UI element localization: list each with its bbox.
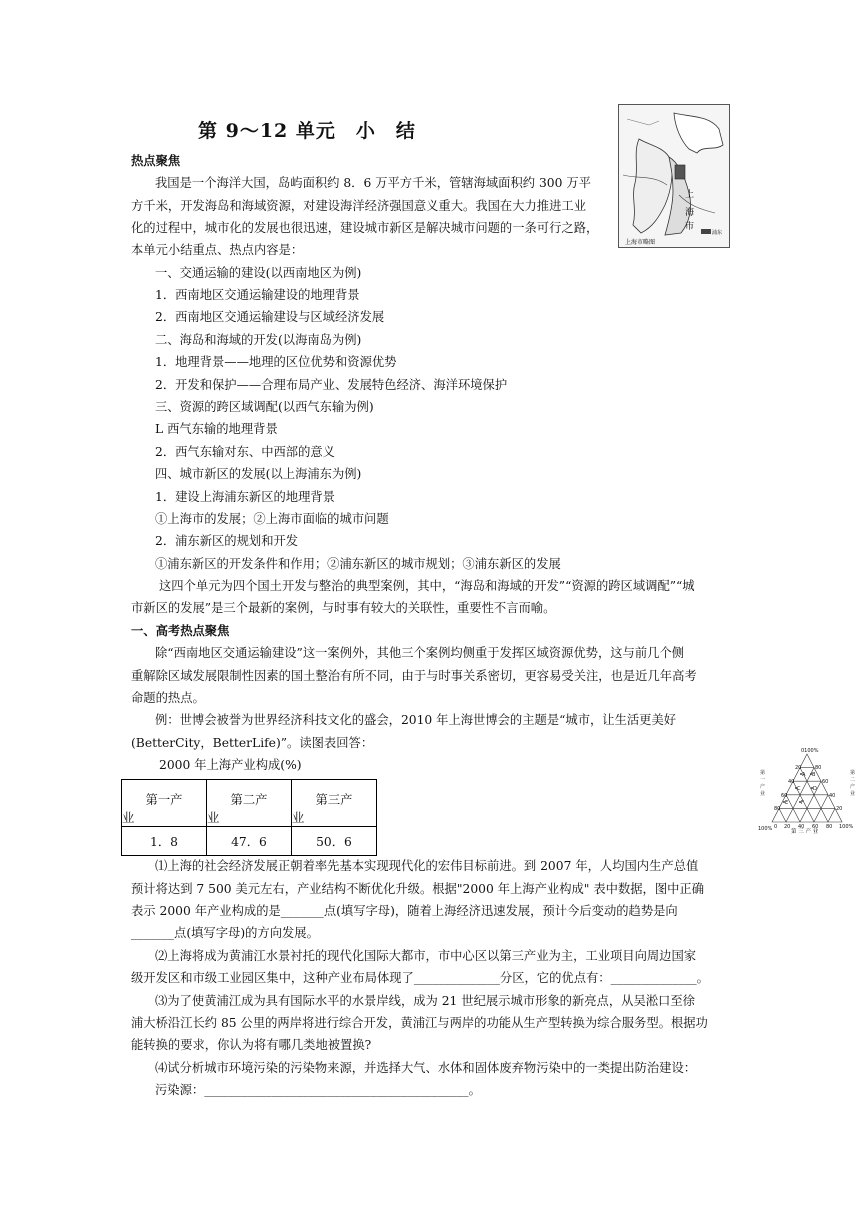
shanghai-map-drawing — [619, 105, 729, 247]
tri-tick-bottom: 0 — [774, 824, 778, 830]
tri-right-axis-label: 业 — [850, 791, 856, 797]
header-text-top: 第一产 — [145, 793, 183, 807]
tri-tick-bottom: 80 — [826, 824, 833, 830]
table-header-cell — [207, 780, 292, 827]
header-text-bottom: 业 — [207, 811, 220, 825]
tri-tick-bottom: 100% — [839, 824, 854, 830]
paragraph-line: 化的过程中，城市化的发展也很迅速，建设城市新区是解决城市问题的一条可行之路， — [131, 221, 599, 235]
map-legend-label: 浦东 — [712, 230, 723, 236]
paragraph-line: 方千米，开发海岛和海域资源，对建设海洋经济强国意义重大。我国在大力推进工业 — [131, 199, 586, 213]
paragraph-line: 这四个单元为四个国土开发与整治的典型案例，其中，“海岛和海域的开发”“资源的跨区域调配”“城 — [159, 579, 695, 593]
ternary-diagram — [757, 742, 857, 834]
industry-structure-table — [121, 779, 377, 856]
map-label-1: 上 — [685, 190, 695, 200]
table-cell: 1．8 — [122, 827, 207, 856]
tri-corner-label: 100% — [758, 826, 773, 832]
question-line: _______点(填写字母)的方向发展。 — [131, 926, 319, 940]
table-header-row — [122, 780, 377, 827]
paragraph-line: 我国是一个海洋大国，岛屿面积约 8．6 万平方千米，管辖海域面积约 300 万平 — [155, 176, 591, 190]
ternary-diagram-drawing — [757, 742, 857, 834]
header-text-top: 第二产 — [230, 793, 268, 807]
question-line: 级开发区和市级工业园区集中，这种产业布局体现了______________分区，它的优点有：______________。 — [131, 971, 709, 985]
table-header-cell — [292, 780, 377, 827]
tri-tick-bottom: 40 — [798, 824, 805, 830]
table-row — [122, 827, 377, 856]
header-text-top: 第三产 — [315, 793, 353, 807]
tri-tick-right: 20 — [836, 806, 843, 812]
tri-point-label: B — [812, 772, 816, 778]
question-line: 浦大桥沿江长约 85 公里的两岸将进行综合开发，黄浦江与两岸的功能从生产型转换为综合服务型。根据功 — [131, 1016, 708, 1030]
outline-item: ①上海市的发展；②上海市面临的城市问题 — [155, 512, 389, 526]
outline-item: ①浦东新区的开发条件和作用；②浦东新区的城市规划；③浦东新区的发展 — [155, 557, 561, 571]
section-hotspot-heading: 热点聚焦 — [131, 153, 181, 168]
tri-right-axis-label: 产 — [850, 784, 856, 790]
tri-bottom-axis-label: 第 三 产 业 — [791, 829, 819, 834]
outline-item: 1．西南地区交通运输建设的地理背景 — [155, 288, 360, 302]
tri-tick-left: 40 — [788, 779, 795, 785]
outline-item: L 西气东输的地理背景 — [155, 422, 278, 436]
tri-tick-right: 60 — [822, 779, 829, 785]
outline-item: 1．地理背景——地理的区位优势和资源优势 — [155, 355, 397, 369]
question-line: 预计将达到 7 500 美元左右，产业结构不断优化升级。根据"2000 年上海产业构成" 表中数据，图中正确 — [131, 882, 705, 896]
tri-tick-bottom: 60 — [812, 824, 819, 830]
question-line: 能转换的要求，你认为将有哪几类地被置换? — [131, 1038, 372, 1052]
tri-right-axis-label: 二 — [850, 777, 856, 783]
tri-tick-right: 80 — [815, 765, 822, 771]
question-line: 表示 2000 年产业构成的是_______点(填写字母)，随着上海经济迅速发展，预计今后变动的趋势是向 — [131, 904, 678, 918]
tri-point-label: A — [802, 772, 806, 778]
shanghai-map-figure — [618, 104, 730, 248]
page-title: 第 9～12 单元 小 结 — [198, 120, 416, 142]
question-line: ⑶为了使黄浦江成为具有国际水平的水景岸线，成为 21 世纪展示城市形象的新亮点，从吴淞口至徐 — [155, 994, 695, 1008]
header-text-bottom: 业 — [292, 811, 305, 825]
paragraph-line: 本单元小结重点、热点内容是： — [131, 243, 304, 257]
paragraph-line: (BetterCity，BetterLife)”。读图表回答： — [131, 736, 374, 750]
outline-item: 2．西南地区交通运输建设与区域经济发展 — [155, 310, 385, 324]
answer-line: 污染源：___________________________________________。 — [155, 1083, 481, 1097]
tri-left-axis-label: 产 — [760, 784, 766, 790]
outline-item: 2．西气东输对东、中西部的意义 — [155, 445, 335, 459]
tri-tick-left: 60 — [781, 793, 788, 799]
table-cell: 50．6 — [292, 827, 377, 856]
tri-point-label: C — [797, 786, 801, 792]
question-line: ⑵上海将成为黄浦江水景衬托的现代化国际大都市，市中心区以第三产业为主，工业项目向周边国家 — [155, 949, 697, 963]
paragraph-line: 市新区的发展”是三个最新的案例，与时事有较大的关联性，重要性不言而喻。 — [131, 601, 556, 615]
tri-tick-right: 40 — [829, 793, 836, 799]
map-label-3: 市 — [685, 222, 695, 232]
question-line: ⑴上海的社会经济发展正朝着率先基本实现现代化的宏伟目标前进。到 2007 年，人均国内生产总值 — [155, 859, 699, 873]
outline-item: 三、资源的跨区域调配(以西气东输为例) — [155, 400, 374, 414]
tri-point-label: E — [785, 800, 789, 806]
map-caption: 上海市略图 — [625, 239, 656, 246]
question-line: ⑷试分析城市环境污染的污染物来源，并选择大气、水体和固体废弃物污染中的一类提出防治建设： — [155, 1061, 697, 1075]
tri-top-label: 0100% — [801, 748, 819, 754]
table-header-cell — [122, 780, 207, 827]
outline-item: 二、海岛和海域的开发(以海南岛为例) — [155, 333, 362, 347]
tri-right-axis-label: 第 — [850, 770, 856, 776]
outline-item: 2．开发和保护——合理布局产业、发展特色经济、海洋环境保护 — [155, 378, 508, 392]
paragraph-line: 除“西南地区交通运输建设”这一案例外，其他三个案例均侧重于发挥区域资源优势，这与前几个侧 — [155, 646, 685, 660]
tri-point-label: F — [801, 800, 804, 806]
outline-item: 2．浦东新区的规划和开发 — [155, 534, 299, 548]
paragraph-line: 例：世博会被誉为世界经济科技文化的盛会，2010 年上海世博会的主题是“城市，让生活更美好 — [155, 713, 677, 727]
tri-tick-left: 20 — [795, 765, 802, 771]
tri-left-axis-label: 第 — [760, 770, 766, 776]
tri-tick-bottom: 20 — [784, 824, 791, 830]
outline-item: 一、交通运输的建设(以西南地区为例) — [155, 266, 362, 280]
tri-left-axis-label: 一 — [760, 777, 766, 783]
outline-item: 四、城市新区的发展(以上海浦东为例) — [155, 467, 362, 481]
paragraph-line: 重解除区域发展限制性因素的国土整治有所不同，由于与时事关系密切，更容易受关注，也是近几年高考 — [131, 669, 697, 683]
map-label-2: 海 — [685, 208, 695, 218]
table-cell: 47．6 — [207, 827, 292, 856]
tri-tick-left: 80 — [774, 806, 781, 812]
paragraph-line: 命题的热点。 — [131, 691, 205, 705]
tri-point-label: D — [813, 786, 817, 792]
section-exam-heading: 一、高考热点聚焦 — [131, 623, 230, 638]
tri-left-axis-label: 业 — [760, 791, 766, 797]
header-text-bottom: 业 — [122, 811, 135, 825]
table-caption: 2000 年上海产业构成(%) — [159, 758, 302, 772]
outline-item: 1．建设上海浦东新区的地理背景 — [155, 490, 335, 504]
